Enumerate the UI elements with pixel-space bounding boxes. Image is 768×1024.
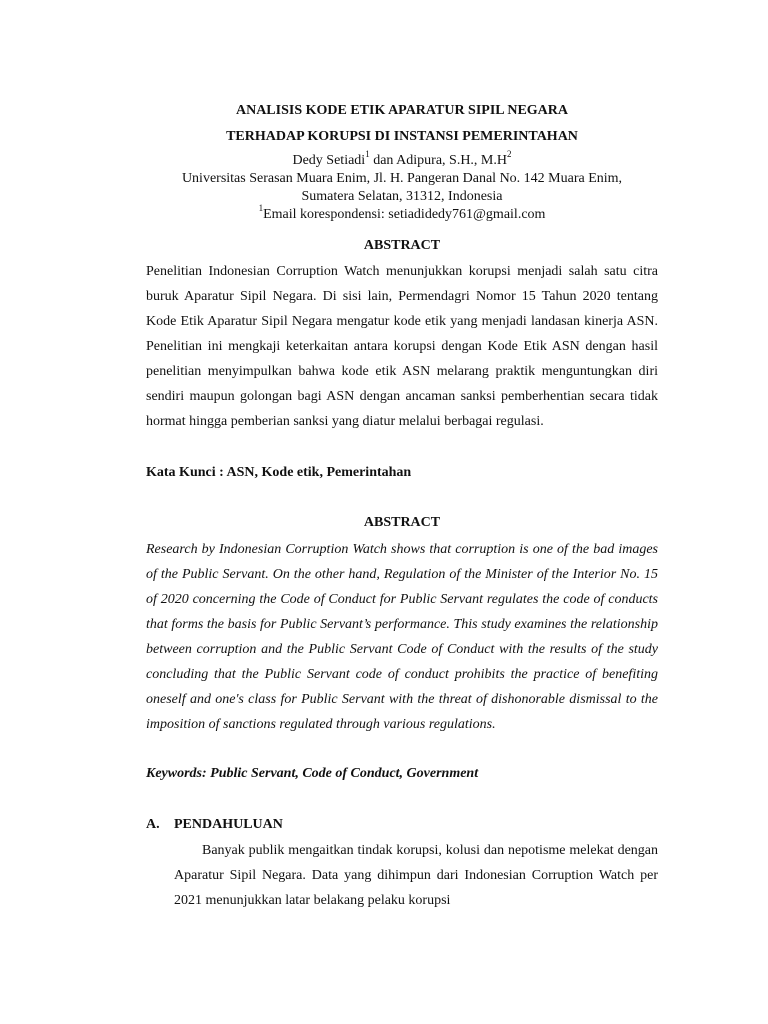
abstract-body-id: Penelitian Indonesian Corruption Watch menunjukkan korupsi menjadi salah satu citra buruk Aparatur Sipil Negara. Di sisi lain, Permendagri Nomor 15 Tahun 2020 tentang Kode Etik Aparatur Sipil Negara mengatur kode etik yang menjadi landasan kinerja ASN. Penelitian ini mengkaji keterkaitan antara korupsi dengan Kode Etik ASN dengan hasil penelitian menyimpulkan bahwa kode etik ASN melarang praktik menguntungkan diri sendiri maupun golongan bagi ASN dengan ancaman sanksi pemberhentian secara tidak hormat hingga pemberian sanksi yang diatur melalui berbagai regulasi. [146, 264, 658, 429]
author-1: Dedy Setiadi [292, 153, 366, 168]
section-number: A. [146, 817, 160, 832]
keywords-en: Keywords: Public Servant, Code of Conduct, Government [146, 766, 479, 781]
email-line [146, 203, 658, 224]
section-body: Banyak publik mengaitkan tindak korupsi, kolusi dan nepotisme melekat dengan Aparatur Sipil Negara. Data yang dihimpun dari Indonesian Corruption Watch per 2021 menunjukkan latar belakang pelaku korupsi [174, 843, 658, 908]
email-text: Email korespondensi: setiadidedy761@gmail.com [263, 207, 546, 222]
title-line-2: TERHADAP KORUPSI DI INSTANSI PEMERINTAHAN [226, 129, 578, 144]
paper-title [146, 98, 658, 150]
email-sup: 1 [258, 203, 264, 214]
title-line-1: ANALISIS KODE ETIK APARATUR SIPIL NEGARA [235, 103, 569, 118]
section-title: PENDAHULUAN [174, 817, 283, 832]
author-connector: dan [369, 153, 397, 168]
author-line [146, 149, 658, 170]
affiliation-line-1: Universitas Serasan Muara Enim, Jl. H. Pangeran Danal No. 142 Muara Enim, [181, 171, 623, 186]
keywords-id: Kata Kunci : ASN, Kode etik, Pemerintahan [146, 465, 412, 480]
abstract-heading-en: ABSTRACT [363, 515, 441, 530]
abstract-heading-id: ABSTRACT [363, 238, 441, 253]
author-2-sup: 2 [507, 149, 512, 160]
abstract-body-en: Research by Indonesian Corruption Watch shows that corruption is one of the bad images of the Public Servant. On the other hand, Regulation of the Minister of the Interior No. 15 of 2020 concerning the Code of Conduct for Public Servant regulates the code of conducts that forms the basis for Public Servant’s performance. This study examines the relationship between corruption and the Public Servant Code of Conduct with the results of the study concluding that the Public Servant code of conduct prohibits the practice of benefiting oneself and one's class for Public Servant with the threat of dishonorable dismissal to the imposition of sanctions regulated through various regulations. [146, 542, 658, 732]
section-heading [146, 817, 283, 833]
affiliation-line-2: Sumatera Selatan, 31312, Indonesia [301, 189, 503, 204]
author-2: Adipura, S.H., M.H [396, 153, 507, 168]
author-block [146, 149, 658, 224]
author-1-sup: 1 [365, 149, 370, 160]
